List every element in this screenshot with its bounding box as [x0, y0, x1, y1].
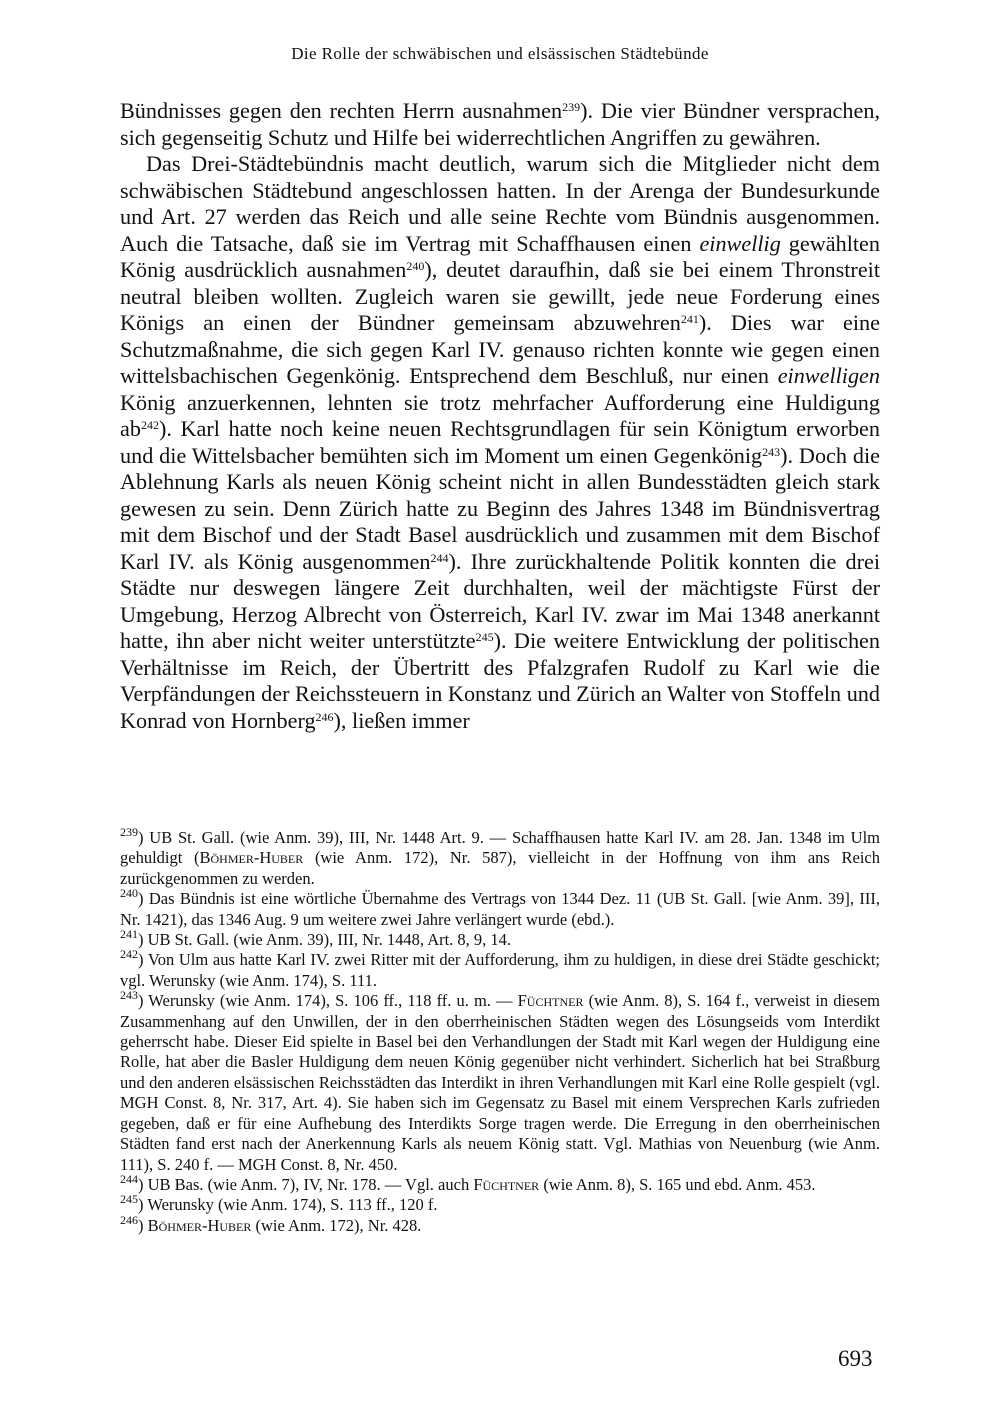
text-run: gewählten König ausdrücklich ausnahmen: [120, 230, 880, 282]
text-run: Werunsky (wie Anm. 174), S. 106 ff., 118 ff. u. m. —: [148, 991, 518, 1011]
text-run: ). Die vier Bündner versprachen, sich gegenseitig Schutz und Hilfe bei widerrechtlichen Angriffen zu gewähren.: [120, 98, 880, 150]
text-run: UB Bas. (wie Anm. 7), IV, Nr. 178. — Vgl. auch: [147, 1174, 474, 1194]
footnote-paren: ): [138, 889, 149, 909]
footnote-paren: ): [138, 828, 150, 847]
footnote: [120, 1171, 880, 1195]
footnote-ref: 243: [762, 444, 781, 459]
text-run: ). Karl hatte noch keine neuen Rechtsgrundlagen für sein Königtum erworben und die Wittelsbacher bemühten sich im Moment um einen Gegenkönig: [120, 416, 880, 468]
text-run: (wie Anm. 172), Nr. 428.: [251, 1215, 422, 1235]
footnote-number: 243: [120, 988, 138, 1003]
text-run: ). Doch die Ablehnung Karls als neuen König scheint nicht in allen Bundesstädten gleich stark gewesen zu sein. Denn Zürich hatte zu Beginn des Jahres 1348 im Bündnisvertrag mit dem Bischof und der Stadt Basel ausdrücklich und zusammen mit dem Bischof Karl IV. als König ausgenommen: [120, 442, 880, 574]
footnotes: [120, 825, 880, 1236]
author-name: Füchtner: [473, 1174, 540, 1194]
text-run: Werunsky (wie Anm. 174), S. 113 ff., 120 f.: [147, 1195, 438, 1215]
emphasis: einwelligen: [777, 363, 880, 388]
text-run: Von Ulm aus hatte Karl IV. zwei Ritter mit der Aufforderung, ihm zu huldigen, in diese drei Städte geschickt; vgl. Werunsky (wie Anm. 174), S. 111.: [120, 950, 880, 990]
running-head: Die Rolle der schwäbischen und elsässischen Städtebünde: [291, 44, 709, 63]
footnote-ref: 239: [562, 100, 581, 114]
footnote-ref: 245: [475, 630, 494, 644]
text-run: Das Bündnis ist eine wörtliche Übernahme des Vertrags von 1344 Dez. 11 (UB St. Gall. [wie Anm. 39], III, Nr. 1421), das 1346 Aug. 9 um weitere zwei Jahre verlängert wurde (ebd.).: [120, 889, 880, 929]
paragraph: [120, 151, 880, 734]
footnote-paren: ): [138, 950, 148, 970]
text-run: ), ließen immer: [333, 707, 470, 733]
footnote-paren: ): [138, 991, 149, 1011]
emphasis: einwellig: [699, 230, 781, 256]
footnote-ref: 242: [140, 418, 159, 432]
footnote: [120, 1212, 880, 1236]
footnote-number: 242: [120, 947, 138, 962]
text-run: UB St. Gall. (wie Anm. 39), III, Nr. 1448, Art. 8, 9, 14.: [147, 930, 512, 950]
footnote-ref: 241: [680, 312, 699, 326]
author-name: Böhmer-Huber: [199, 848, 304, 868]
text-run: ). Dies war eine Schutzmaßnahme, die sich gegen Karl IV. genauso richten konnte wie gegen einen wittelsbachischen Gegenkönig. Entsprechend dem Beschluß, nur einen: [120, 310, 881, 388]
text-run: (wie Anm. 8), S. 165 und ebd. Anm. 453.: [539, 1174, 816, 1194]
text-run: ). Ihre zurückhaltende Politik konnten die drei Städte nur deswegen längere Zeit durchhalten, weil der mächtigste Fürst der Umgebung, Herzog Albrecht von Österreich, Karl IV. zwar im Mai 1348 anerkannt hatte, ihn aber nicht weiter unterstützte: [120, 548, 880, 653]
text-run: König anzuerkennen, lehnten sie trotz mehrfacher Aufforderung eine Huldigung ab: [120, 389, 880, 441]
footnote: [120, 947, 880, 991]
body-text: [120, 98, 880, 734]
footnote-number: 244: [120, 1171, 138, 1186]
footnote-paren: ): [138, 1215, 148, 1235]
footnote-ref: 246: [315, 709, 334, 724]
footnote-paren: ): [138, 1195, 148, 1215]
footnote-paren: ): [138, 1174, 148, 1194]
author-name: Füchtner: [517, 991, 584, 1011]
author-name: Böhmer-Huber: [147, 1215, 252, 1235]
footnote: [120, 988, 880, 1175]
text-run: Bündnisses gegen den rechten Herrn ausnahmen: [120, 98, 563, 123]
footnote-ref: 244: [430, 550, 449, 565]
footnote: [120, 1192, 880, 1215]
footnote-number: 246: [120, 1212, 138, 1227]
text-run: UB St. Gall. (wie Anm. 39), III, Nr. 1448 Art. 9. — Schaffhausen hatte Karl IV. am 28. Jan. 1348 im Ulm gehuldigt (: [120, 828, 880, 868]
page-number: 693: [838, 1346, 873, 1371]
footnote: [120, 825, 880, 889]
paragraph: [120, 98, 880, 151]
text-run: ), deutet daraufhin, daß sie bei einem Thronstreit neutral bleiben wollten. Zugleich waren sie gewillt, jede neue Forderung eines Königs an einen der Bündner gemeinsam abzuwehren: [120, 257, 880, 335]
footnote: [120, 927, 880, 950]
footnote: [120, 886, 880, 930]
footnote-number: 241: [120, 927, 138, 942]
footnote-number: 245: [120, 1192, 138, 1207]
footnote-number: 239: [120, 825, 138, 839]
footnote-paren: ): [138, 930, 148, 950]
text-run: Das Drei-Städtebündnis macht deutlich, warum sich die Mitglieder nicht dem schwäbischen Städtebund angeschlossen hatten. In der Arenga der Bundesurkunde und Art. 27 werden das Reich und alle seine Rechte vom Bündnis ausgenommen. Auch die Tatsache, daß sie im Vertrag mit Schaffhausen einen: [120, 151, 880, 256]
footnote-ref: 240: [406, 259, 425, 273]
text-run: ). Die weitere Entwicklung der politischen Verhältnisse im Reich, der Übertritt des Pfalzgrafen Rudolf zu Karl wie die Verpfändungen der Reichssteuern in Konstanz und Zürich an Walter von Stoffeln und Konrad von Hornberg: [120, 628, 880, 733]
text-run: (wie Anm. 172), Nr. 587), vielleicht in der Hoffnung von ihm ans Reich zurückgenommen zu werden.: [120, 848, 880, 888]
footnote-number: 240: [120, 886, 138, 901]
text-run: (wie Anm. 8), S. 164 f., verweist in diesem Zusammenhang auf den Unwillen, der in den oberrheinischen Städten wegen des Lösungseids vom Interdikt geherrscht habe. Dieser Eid spielte in Basel bei den Verhandlungen der Stadt mit Karl wegen der Huldigung eine Rolle, hat aber die Basler Huldigung dem neuen König gegenüber nicht verhindert. Sicherlich hat bei Straßburg und den anderen elsässischen Reichsstädten das Interdikt in ihren Verhandlungen mit Karl eine Rolle gespielt (vgl. MGH Const. 8, Nr. 317, Art. 4). Sie haben sich im Gegensatz zu Basel mit einem Versprechen Karls zufrieden gegeben, daß er für eine Aufhebung des Interdikts Sorge tragen werde. Die Erregung in den oberrheinischen Städten fand erst nach der Anerkennung Karls als neuem König statt. Vgl. Mathias von Neuenburg (wie Anm. 111), S. 240 f. — MGH Const. 8, Nr. 450.: [120, 991, 880, 1174]
